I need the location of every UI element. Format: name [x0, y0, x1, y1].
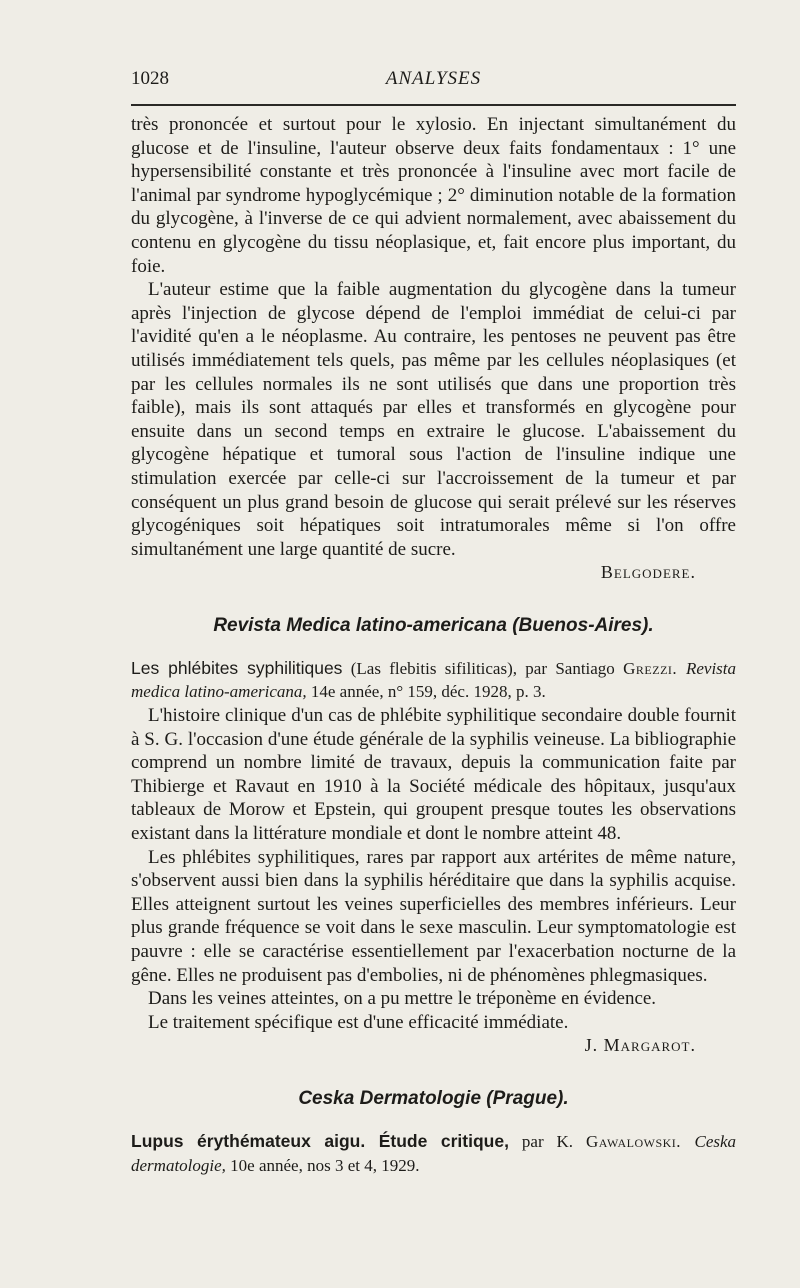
journal-heading — [131, 1088, 736, 1110]
paragraph: L'histoire clinique d'un cas de phlébite syphilitique secondaire double fournit à S. G. l'occasion d'une étude générale de la syphilis veineuse. La bibliographie comprend un nombre limité de travaux, depuis la communication faite par Thibierge et Ravaut en 1910 à la Société médicale des hôpitaux, jusqu'aux tableaux de Morow et Epstein, qui groupent presque toutes les observations existant dans la littérature mondiale et dont le nombre atteint 48. — [131, 705, 736, 845]
header-rule — [131, 104, 736, 106]
reference-journal: Revista medica latino-americana, — [131, 658, 737, 702]
paragraph: Le traitement spécifique est d'une efficacité immédiate. — [148, 1011, 569, 1033]
paragraph: Dans les veines atteintes, on a pu mettre le tréponème en évidence. — [148, 988, 657, 1010]
journal-place: (Prague). — [486, 1087, 569, 1109]
running-title: ANALYSES — [385, 68, 482, 89]
reference-text: (Las flebitis sifiliticas), par Santiago — [342, 658, 624, 678]
article-title: Lupus érythémateux aigu. Étude critique, — [131, 1130, 509, 1151]
paragraph: très prononcée et surtout pour le xylosio. En injectant simultanément du glucose et de l'insuline, l'auteur observe deux faits fondamentaux : 1° une hypersensibilité constante et très prononcée à l'insuline avec mort facile de l'animal par syndrome hypoglycémique ; 2° diminution notable de la formation du glycogène, à l'inverse de ce qui advient normalement, avec abaissement du contenu en glycogène du tissu néoplasique, et, fait encore plus important, du foie. — [131, 114, 736, 277]
reference-details: 10e année, nos 3 et 4, 1929. — [225, 1155, 420, 1175]
journal-place: (Buenos-Aires). — [512, 614, 654, 636]
paragraph: Les phlébites syphilitiques, rares par rapport aux artérites de même nature, s'observent aussi bien dans la syphilis héréditaire que dans la syphilis acquise. Elles atteignent surtout les veines superficielles des membres inférieurs. Leur plus grande fréquence se voit dans le sexe masculin. Leur symptomatologie est pauvre : elle se caractérise essentiellement par l'exacerbation nocturne de la gêne. Elles ne produisent pas d'embolies, ni de phénomènes phlegmasiques. — [131, 846, 736, 986]
signature: J. Margarot. — [584, 1035, 696, 1056]
author-name: Grezzi. — [623, 658, 678, 678]
reference-text: par K. — [508, 1131, 586, 1151]
article-title: Les phlébites syphilitiques — [131, 657, 343, 678]
paragraph: L'auteur estime que la faible augmentation du glycogène dans la tumeur après l'injection de glycose dépend de l'emploi immédiat de celui-ci par l'avidité qu'en a le néoplasme. Au contraire, les pentoses ne peuvent pas être utilisés immédiatement tels quels, pas même par les cellules néoplasiques (et par les cellules normales ils ne sont utilisés que dans une proportion très faible), mais ils sont attaqués par elles et transformés en glycogène pour ensuite dans un second temps en extraire le glucose. L'abaissement du glycogène hépatique et tumoral sous l'action de l'insuline indique une stimulation exercée par celle-ci sur l'accroissement de la tumeur et par conséquent un plus grand besoin de glucose qui serait prélevé sur les réserves glycogéniques soit hépatiques soit intratumorales même si l'on offre simultanément une large quantité de sucre. — [131, 279, 736, 560]
article-reference — [131, 657, 736, 704]
signature: Belgodere. — [600, 562, 696, 583]
article-reference — [131, 1130, 736, 1177]
reference-details: 14e année, n° 159, déc. 1928, p. 3. — [306, 682, 546, 702]
author-name: Gawalowski. — [585, 1131, 682, 1151]
page-body — [131, 113, 736, 1177]
journal-title: Revista Medica latino-americana — [213, 614, 507, 636]
journal-heading — [131, 615, 736, 637]
reference-journal: Ceska dermatologie, — [131, 1131, 737, 1175]
page-header — [131, 68, 736, 92]
journal-title: Ceska Dermatologie — [298, 1087, 482, 1109]
page-number: 1028 — [131, 68, 169, 89]
